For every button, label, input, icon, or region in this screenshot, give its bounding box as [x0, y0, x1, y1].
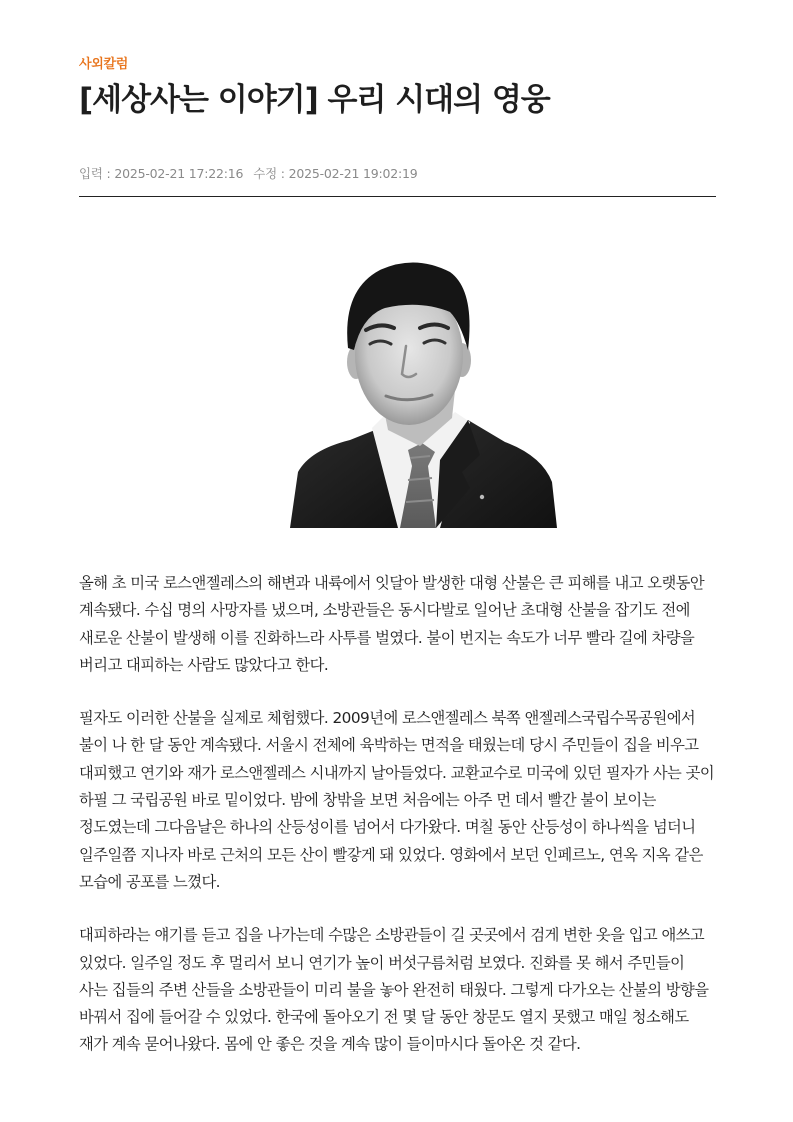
article-meta [79, 164, 418, 182]
article-title: [세상사는 이야기] 우리 시대의 영웅 [79, 82, 550, 118]
input-label: 입력 : [79, 166, 115, 181]
body-paragraph: 필자도 이러한 산불을 실제로 체험했다. 2009년에 로스앤젤레스 북쪽 앤젤레스국립수목공원에서 불이 나 한 달 동안 계속됐다. 서울시 전체에 육박하는 면적을 태웠는데 당시 주민들이 집을 비우고 대피했고 연기와 재가 로스앤젤레스 시내까지 날아들었다. 교환교수로 미국에 있던 필자가 사는 곳이 하필 그 국립공원 바로 밑이었다. 밤에 창밖을 보면 처음에는 아주 먼 데서 빨간 불이 보이는 정도였는데 그다음날은 하나의 산등성이를 넘어서 다가왔다. 며칠 동안 산등성이 하나씩을 넘더니 일주일쯤 지나자 바로 근처의 모든 산이 빨갛게 돼 있었다. 영화에서 보던 인페르노, 연옥 지옥 같은 모습에 공포를 느꼈다. [79, 709, 715, 891]
article-body [79, 570, 716, 1085]
input-timestamp: 2025-02-21 17:22:16 [114, 166, 244, 181]
body-paragraph: 대피하라는 얘기를 듣고 집을 나가는데 수많은 소방관들이 길 곳곳에서 검게 변한 옷을 입고 애쓰고 있었다. 일주일 정도 후 멀리서 보니 연기가 높이 버섯구름처럼 보였다. 진화를 못 해서 주민들이 사는 집들의 주변 산들을 소방관들이 미리 불을 놓아 완전히 태웠다. 그렇게 다가오는 산불의 방향을 바꿔서 집에 들어갈 수 있었다. 한국에 돌아오기 전 몇 달 동안 창문도 열지 못했고 매일 청소해도 재가 계속 묻어나왔다. 몸에 안 좋은 것을 계속 많이 들이마시다 돌아온 것 같다. [79, 926, 709, 1054]
body-paragraph: 올해 초 미국 로스앤젤레스의 해변과 내륙에서 잇달아 발생한 대형 산불은 큰 피해를 내고 오랫동안 계속됐다. 수십 명의 사망자를 냈으며, 소방관들은 동시다발로 일어난 초대형 산불을 잡기도 전에 새로운 산불이 발생해 이를 진화하느라 사투를 벌였다. 불이 번지는 속도가 너무 빨라 길에 차량을 버리고 대피하는 사람도 많았다고 한다. [79, 574, 705, 674]
header-divider [79, 196, 716, 197]
edit-label: 수정 : [253, 166, 289, 181]
author-portrait [290, 250, 557, 528]
category-label[interactable]: 사외칼럼 [79, 57, 129, 72]
portrait-illustration [290, 250, 557, 528]
edit-timestamp: 2025-02-21 19:02:19 [288, 166, 418, 181]
